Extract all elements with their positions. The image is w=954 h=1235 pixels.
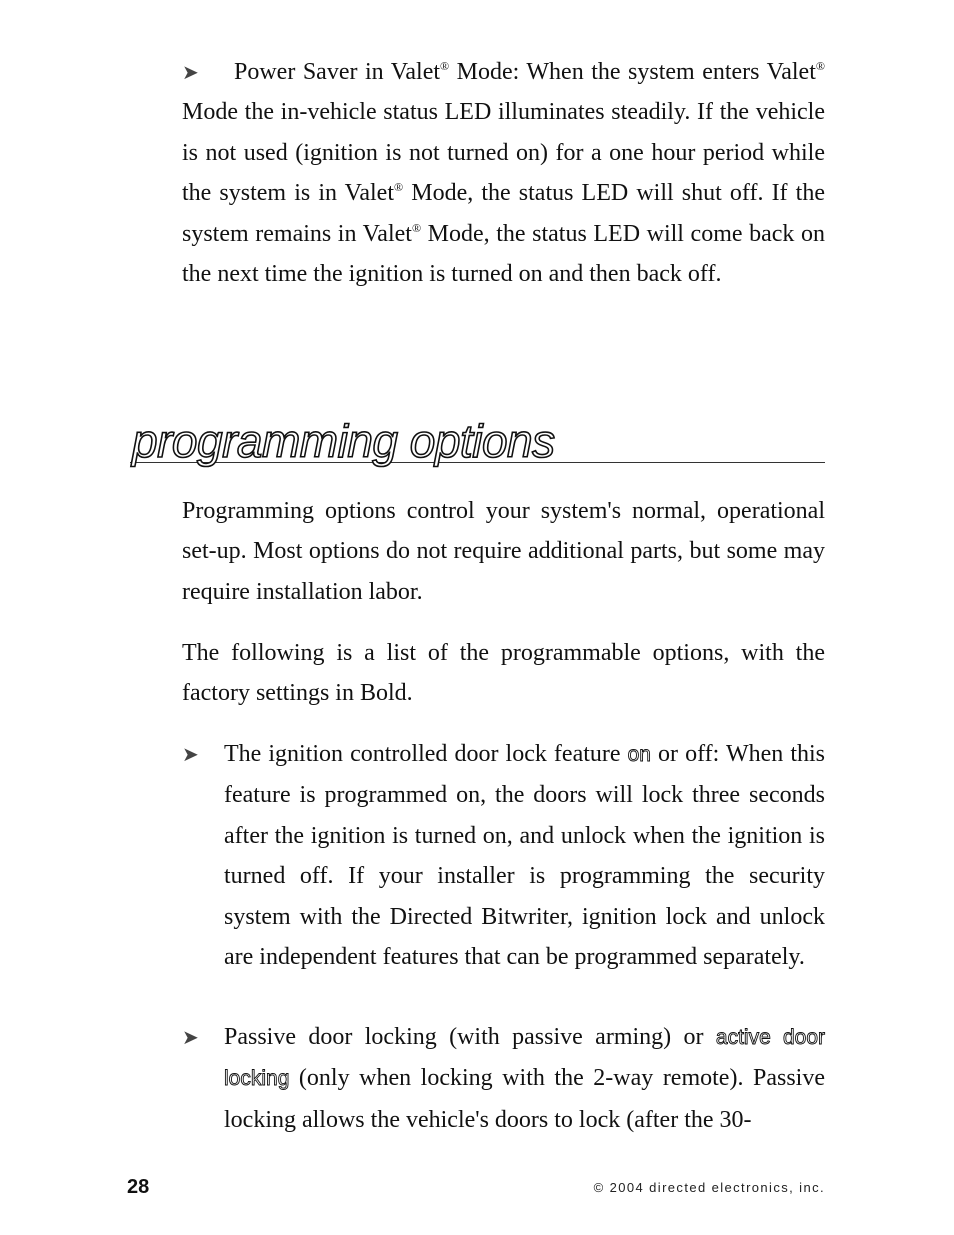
factory-default-setting: on xyxy=(627,743,651,766)
bullet-arrow-icon: ➤ xyxy=(182,60,199,84)
factory-default-setting: active door locking xyxy=(224,1026,825,1091)
option-ignition-door-lock xyxy=(182,734,825,977)
valet-power-saver-item xyxy=(182,52,825,294)
section-title: programming options xyxy=(132,415,555,467)
page-number: 28 xyxy=(127,1176,150,1198)
section-intro-paragraph: Programming options control your system's normal, operational set-up. Most options do not require additional parts, but some may require installation labor. xyxy=(182,498,825,605)
valet-power-saver-text: Power Saver in Valet® Mode: When the system enters Valet® Mode the in-vehicle status LED illuminates steadily. If the vehicle is not used (ignition is not turned on) for a one hour period while the system is in Valet® Mode, the status LED will shut off. If the system remains in Valet® Mode, the status LED will come back on the next time the ignition is turned on and then back off. xyxy=(182,59,826,288)
bullet-arrow-icon: ➤ xyxy=(182,742,199,766)
bullet-arrow-icon: ➤ xyxy=(182,1025,199,1049)
option-passive-active-locking xyxy=(182,1017,825,1140)
copyright-notice: © 2004 directed electronics, inc. xyxy=(593,1180,825,1195)
option-text: Passive door locking (with passive arming) or active door locking (only when locking with the 2-way remote). Passive locking allows the vehicle's doors to lock (after the 30- xyxy=(224,1024,825,1133)
list-intro-paragraph: The following is a list of the programmable options, with the factory settings in Bold. xyxy=(182,640,825,707)
section-heading xyxy=(130,414,825,467)
option-text: The ignition controlled door lock feature on or off: When this feature is programmed on, the doors will lock three seconds after the ignition is turned on, and unlock when the ignition is turned off. If your installer is programming the security system with the Directed Bitwriter, ignition lock and unlock are independent features that can be programmed separately. xyxy=(224,741,825,971)
